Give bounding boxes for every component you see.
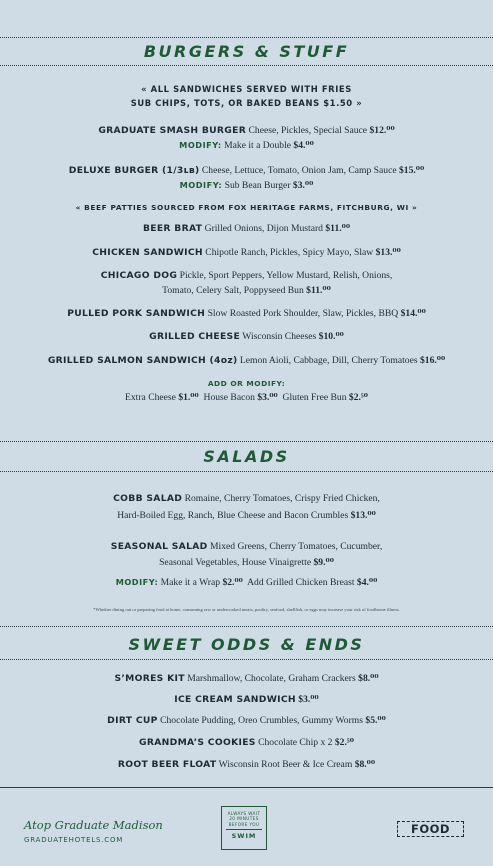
item-desc: Slow Roasted Pork Shoulder, Slaw, Pickles, BBQ (207, 308, 399, 319)
sides-note-2: SUB CHIPS, TOTS, OR BAKED BEANS $1.50 » (130, 98, 363, 108)
item-name: GRANDMA’S COOKIES (139, 737, 256, 748)
menu-item-chicago-dog (0, 270, 493, 281)
item-name: ICE CREAM SANDWICH (174, 694, 296, 705)
house-bacon-price: $3.⁰⁰ (257, 392, 278, 403)
item-price: $8.⁰⁰ (358, 673, 379, 684)
food-safety-disclaimer: *Whether dining out or preparing food at home, consuming raw or undercooked meats, poultry, seafood, shellfish, or eggs may increase your risk of foodborne illness. (93, 607, 400, 612)
item-price: $8.⁰⁰ (354, 759, 376, 770)
modify-label: MODIFY: (115, 577, 159, 587)
item-price: $10.⁰⁰ (318, 331, 344, 342)
modifier-double (0, 140, 493, 151)
item-name: BEER BRAT (142, 223, 203, 234)
gluten-free-bun: Gluten Free Bun (282, 392, 347, 403)
wrap-price: $2.⁰⁰ (222, 577, 243, 588)
menu-item-chicago-dog-cont (0, 285, 493, 296)
item-price: $11.⁰⁰ (306, 285, 331, 296)
item-desc: Chocolate Pudding, Oreo Crumbles, Gummy Worms (160, 715, 363, 726)
house-bacon: House Bacon (203, 392, 255, 403)
modify-label: MODIFY: (179, 140, 222, 150)
menu-item-seasonal-salad (0, 541, 493, 552)
modifier-price: $3.⁰⁰ (292, 180, 314, 191)
item-name: DELUXE BURGER (1/3ʟʙ) (68, 165, 200, 176)
item-name: CHICAGO DOG (100, 270, 178, 281)
item-name: SEASONAL SALAD (110, 541, 208, 552)
menu-item-grandmas-cookies (0, 737, 493, 748)
divider (0, 65, 493, 66)
wrap-option: Make it a Wrap (160, 577, 221, 588)
menu-item-grilled-cheese (0, 331, 493, 342)
item-desc: Tomato, Celery Salt, Poppyseed Bun (162, 285, 304, 296)
sides-note: « ALL SANDWICHES SERVED WITH FRIES (141, 84, 352, 94)
menu-item-cobb-salad (0, 493, 493, 504)
item-desc: Pickle, Sport Peppers, Yellow Mustard, Relish, Onions, (179, 270, 393, 281)
modify-label: MODIFY: (179, 180, 223, 190)
item-desc: Cheese, Lettuce, Tomato, Onion Jam, Camp Sauce (201, 165, 397, 176)
item-price: $13.⁰⁰ (350, 510, 376, 521)
item-desc: Chocolate Chip x 2 (258, 737, 333, 748)
modifier-price: $4.⁰⁰ (293, 140, 314, 151)
item-price: $12.⁰⁰ (369, 125, 395, 136)
item-desc: Chipotle Ranch, Pickles, Spicy Mayo, Slaw (205, 247, 374, 258)
item-desc: Hard-Boiled Egg, Ranch, Blue Cheese and Bacon Crumbles (117, 510, 349, 521)
modifier-desc: Sub Bean Burger (224, 180, 291, 191)
extra-cheese: Extra Cheese (125, 392, 176, 403)
food-label-badge: FOOD (397, 821, 464, 837)
add-or-modify-label: ADD OR MODIFY: (207, 379, 286, 388)
menu-item-ice-cream-sandwich (0, 694, 493, 705)
item-name: GRILLED SALMON SANDWICH (4oz) (47, 355, 238, 366)
item-desc: Mixed Greens, Cherry Tomatoes, Cucumber, (210, 541, 383, 552)
item-price: $5.⁰⁰ (365, 715, 386, 726)
item-price: $16.⁰⁰ (419, 355, 446, 366)
divider (0, 471, 493, 472)
item-price: $9.⁰⁰ (313, 557, 334, 568)
menu-item-chicken-sandwich (0, 247, 493, 258)
item-price: $11.⁰⁰ (325, 223, 351, 234)
menu-item-cobb-salad-cont (0, 510, 493, 521)
menu-item-salmon-sandwich (0, 355, 493, 366)
item-price: $13.⁰⁰ (375, 247, 401, 258)
sign-line-1: ALWAYS WAIT (227, 811, 261, 816)
item-name: ROOT BEER FLOAT (117, 759, 217, 770)
modifier-bean-burger (0, 180, 493, 191)
section-title-burgers: BURGERS & STUFF (143, 42, 350, 61)
chicken-option: Add Grilled Chicken Breast (247, 577, 355, 588)
menu-item-smores (0, 673, 493, 684)
item-name: CHICKEN SANDWICH (92, 247, 203, 258)
footer-tagline: Atop Graduate Madison (24, 818, 163, 832)
item-desc: Wisconsin Cheeses (242, 331, 317, 342)
menu-item-smash-burger (0, 125, 493, 136)
chicken-price: $4.⁰⁰ (356, 577, 378, 588)
item-name: GRADUATE SMASH BURGER (98, 125, 247, 136)
modifier-desc: Make it a Double (224, 140, 291, 151)
item-price: $3.⁰⁰ (298, 694, 319, 705)
menu-item-beer-brat (0, 223, 493, 234)
menu-item-deluxe-burger (0, 165, 493, 176)
item-desc: Wisconsin Root Beer & Ice Cream (218, 759, 353, 770)
footer-divider (0, 787, 493, 788)
extra-cheese-price: $1.⁰⁰ (178, 392, 199, 403)
sign-line-3: BEFORE YOU (228, 821, 260, 827)
extras-line (0, 392, 493, 403)
item-price: $15.⁰⁰ (399, 165, 425, 176)
item-desc: Marshmallow, Chocolate, Graham Crackers (187, 673, 356, 684)
section-title-salads: SALADS (203, 447, 290, 466)
item-desc: Romaine, Cherry Tomatoes, Crispy Fried Chicken, (184, 493, 380, 504)
divider (0, 626, 493, 627)
divider (0, 659, 493, 660)
website-link[interactable]: GRADUATEHOTELS.COM (24, 836, 124, 844)
divider (0, 37, 493, 38)
item-desc: Grilled Onions, Dijon Mustard (204, 223, 323, 234)
salad-modifiers (0, 577, 493, 588)
item-name: COBB SALAD (113, 493, 183, 504)
section-title-sweets: SWEET ODDS & ENDS (128, 635, 365, 654)
item-name: S’MORES KIT (114, 673, 185, 684)
menu-item-dirt-cup (0, 715, 493, 726)
sign-line-4: SWIM (226, 829, 262, 840)
swim-sign-logo (221, 806, 267, 850)
item-desc: Cheese, Pickles, Special Sauce (248, 125, 368, 136)
sign-line-2: 20 MINUTES (229, 816, 259, 822)
item-name: DIRT CUP (107, 715, 158, 726)
menu-item-pulled-pork (0, 308, 493, 319)
item-name: GRILLED CHEESE (149, 331, 241, 342)
divider (0, 441, 493, 442)
menu-item-root-beer-float (0, 759, 493, 770)
item-price: $2.⁵⁰ (334, 737, 354, 748)
item-price: $14.⁰⁰ (400, 308, 426, 319)
item-desc: Seasonal Vegetables, House Vinaigrette (159, 557, 312, 568)
beef-source-note: « BEEF PATTIES SOURCED FROM FOX HERITAGE FARMS, FITCHBURG, WI » (75, 203, 418, 212)
item-name: PULLED PORK SANDWICH (67, 308, 206, 319)
gluten-free-bun-price: $2.⁵⁰ (348, 392, 368, 403)
item-desc: Lemon Aioli, Cabbage, Dill, Cherry Tomatoes (239, 355, 418, 366)
menu-item-seasonal-salad-cont (0, 557, 493, 568)
